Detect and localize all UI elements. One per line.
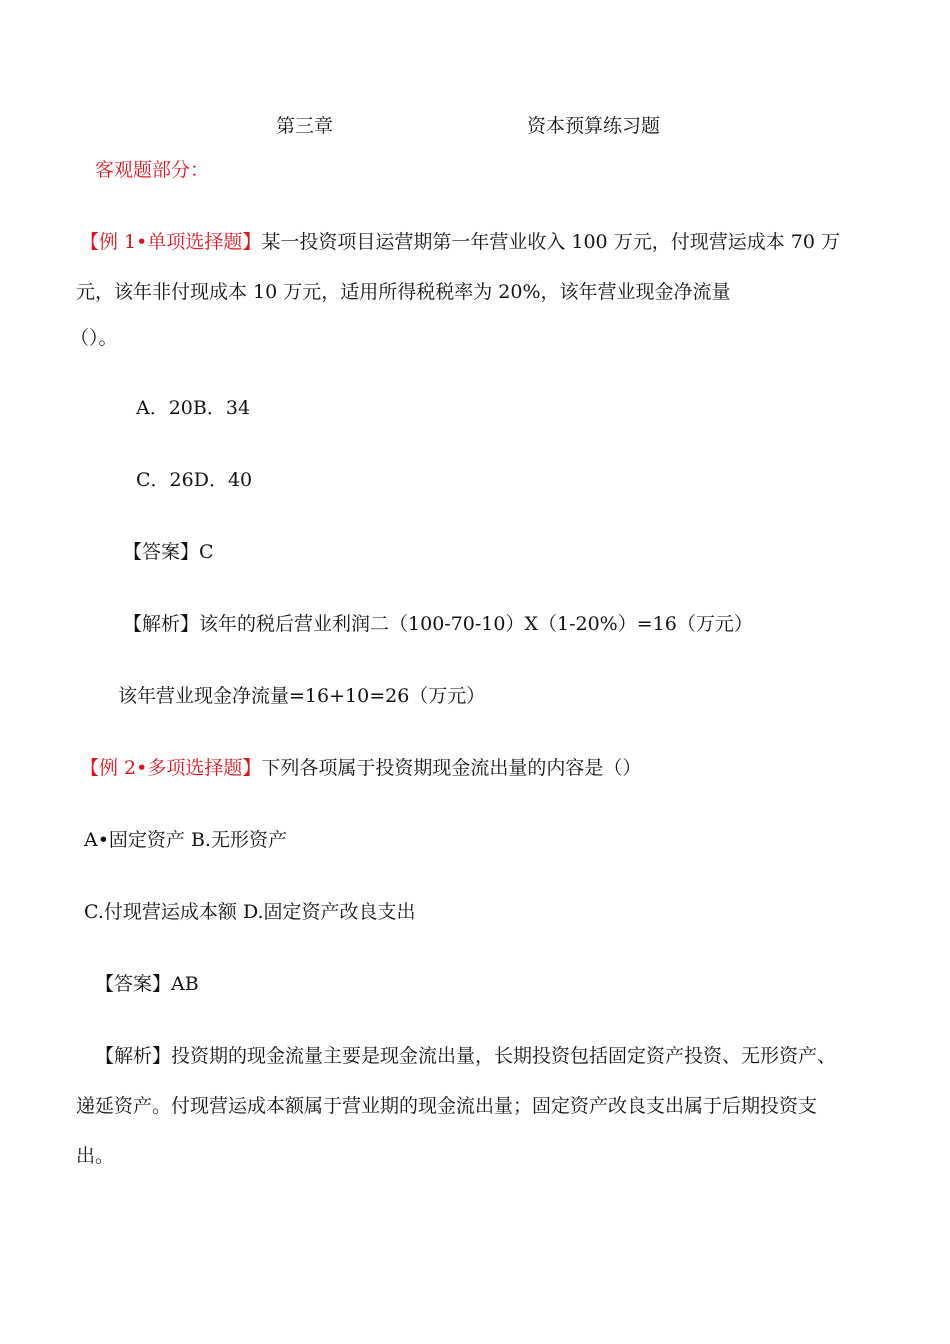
question2-tag: 【例 2•多项选择题】 — [80, 757, 262, 779]
question1-tag: 【例 1•单项选择题】 — [80, 231, 262, 253]
question1-explanation-text: 该年的税后营业利润二（100-70-10）X（1-20%）=16（万元） — [199, 613, 753, 635]
question1-options-ab: A．20B．34 — [136, 397, 251, 419]
question1-stem-line3: （）。 — [70, 327, 118, 349]
title-chapter: 第三章 — [276, 115, 334, 137]
question1-answer — [123, 543, 214, 562]
question1-stem-line2: 元，该年非付现成本 10 万元，适用所得税税率为 20%，该年营业现金净流量 — [76, 281, 731, 303]
question2-explanation-tag: 【解析】 — [95, 1045, 172, 1067]
question1-options-cd: C．26D．40 — [136, 469, 253, 491]
question2-stem-line1 — [80, 759, 641, 778]
title-name: 资本预算练习题 — [527, 115, 661, 137]
question2-explanation-text: 投资期的现金流量主要是现金流出量，长期投资包括固定资产投资、无形资产、 — [171, 1045, 837, 1067]
question1-stem-line1 — [80, 233, 840, 252]
question2-answer — [95, 975, 199, 994]
question2-answer-value: AB — [171, 973, 199, 995]
question2-explanation-line3: 出。 — [76, 1145, 115, 1167]
question2-options-cd: C.付现营运成本额 D.固定资产改良支出 — [84, 901, 416, 923]
question1-explanation-line1 — [123, 615, 753, 634]
question1-explanation-tag: 【解析】 — [123, 613, 200, 635]
question2-text-line1: 下列各项属于投资期现金流出量的内容是（） — [261, 757, 642, 779]
question2-explanation-line2: 递延资产。付现营运成本额属于营业期的现金流出量；固定资产改良支出属于后期投资支 — [76, 1095, 818, 1117]
question1-explanation-line2: 该年营业现金净流量=16+10=26（万元） — [118, 685, 486, 707]
question1-answer-tag: 【答案】 — [123, 541, 200, 563]
question2-options-ab: A•固定资产 B.无形资产 — [84, 829, 287, 851]
question1-text-line1: 某一投资项目运营期第一年营业收入 100 万元，付现营运成本 70 万 — [261, 231, 840, 253]
question2-explanation-line1 — [95, 1047, 836, 1066]
section-heading: 客观题部分： — [95, 159, 210, 181]
question1-answer-value: C — [199, 541, 214, 563]
question2-answer-tag: 【答案】 — [95, 973, 172, 995]
